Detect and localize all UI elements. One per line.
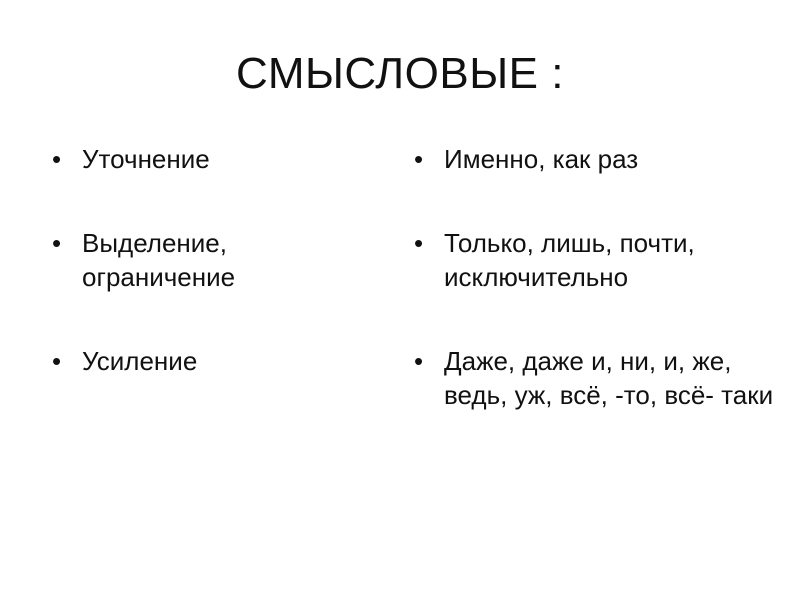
list-item [52,344,372,378]
list-item [414,344,774,412]
right-bullet-list [414,142,774,462]
slide-title: СМЫСЛОВЫЕ : [236,49,564,98]
list-item [414,142,774,176]
list-item [52,142,372,176]
list-item-text: Уточнение [82,144,210,174]
bullet-icon: • [414,228,424,258]
bullet-icon: • [52,346,62,376]
list-item-text: Даже, даже и, ни, и, же, ведь, уж, всё, -то, всё- таки [444,346,774,410]
list-item [414,226,774,294]
bullet-icon: • [414,144,424,174]
bullet-icon: • [52,144,62,174]
list-item-text: Именно, как раз [444,144,639,174]
list-item-text: Усиление [82,346,198,376]
list-item-text: Выделение, ограничение [82,228,236,292]
bullet-icon: • [52,228,62,258]
left-bullet-list [52,142,372,428]
bullet-icon: • [414,346,424,376]
list-item [52,226,372,294]
list-item-text: Только, лишь, почти, исключительно [444,228,695,292]
